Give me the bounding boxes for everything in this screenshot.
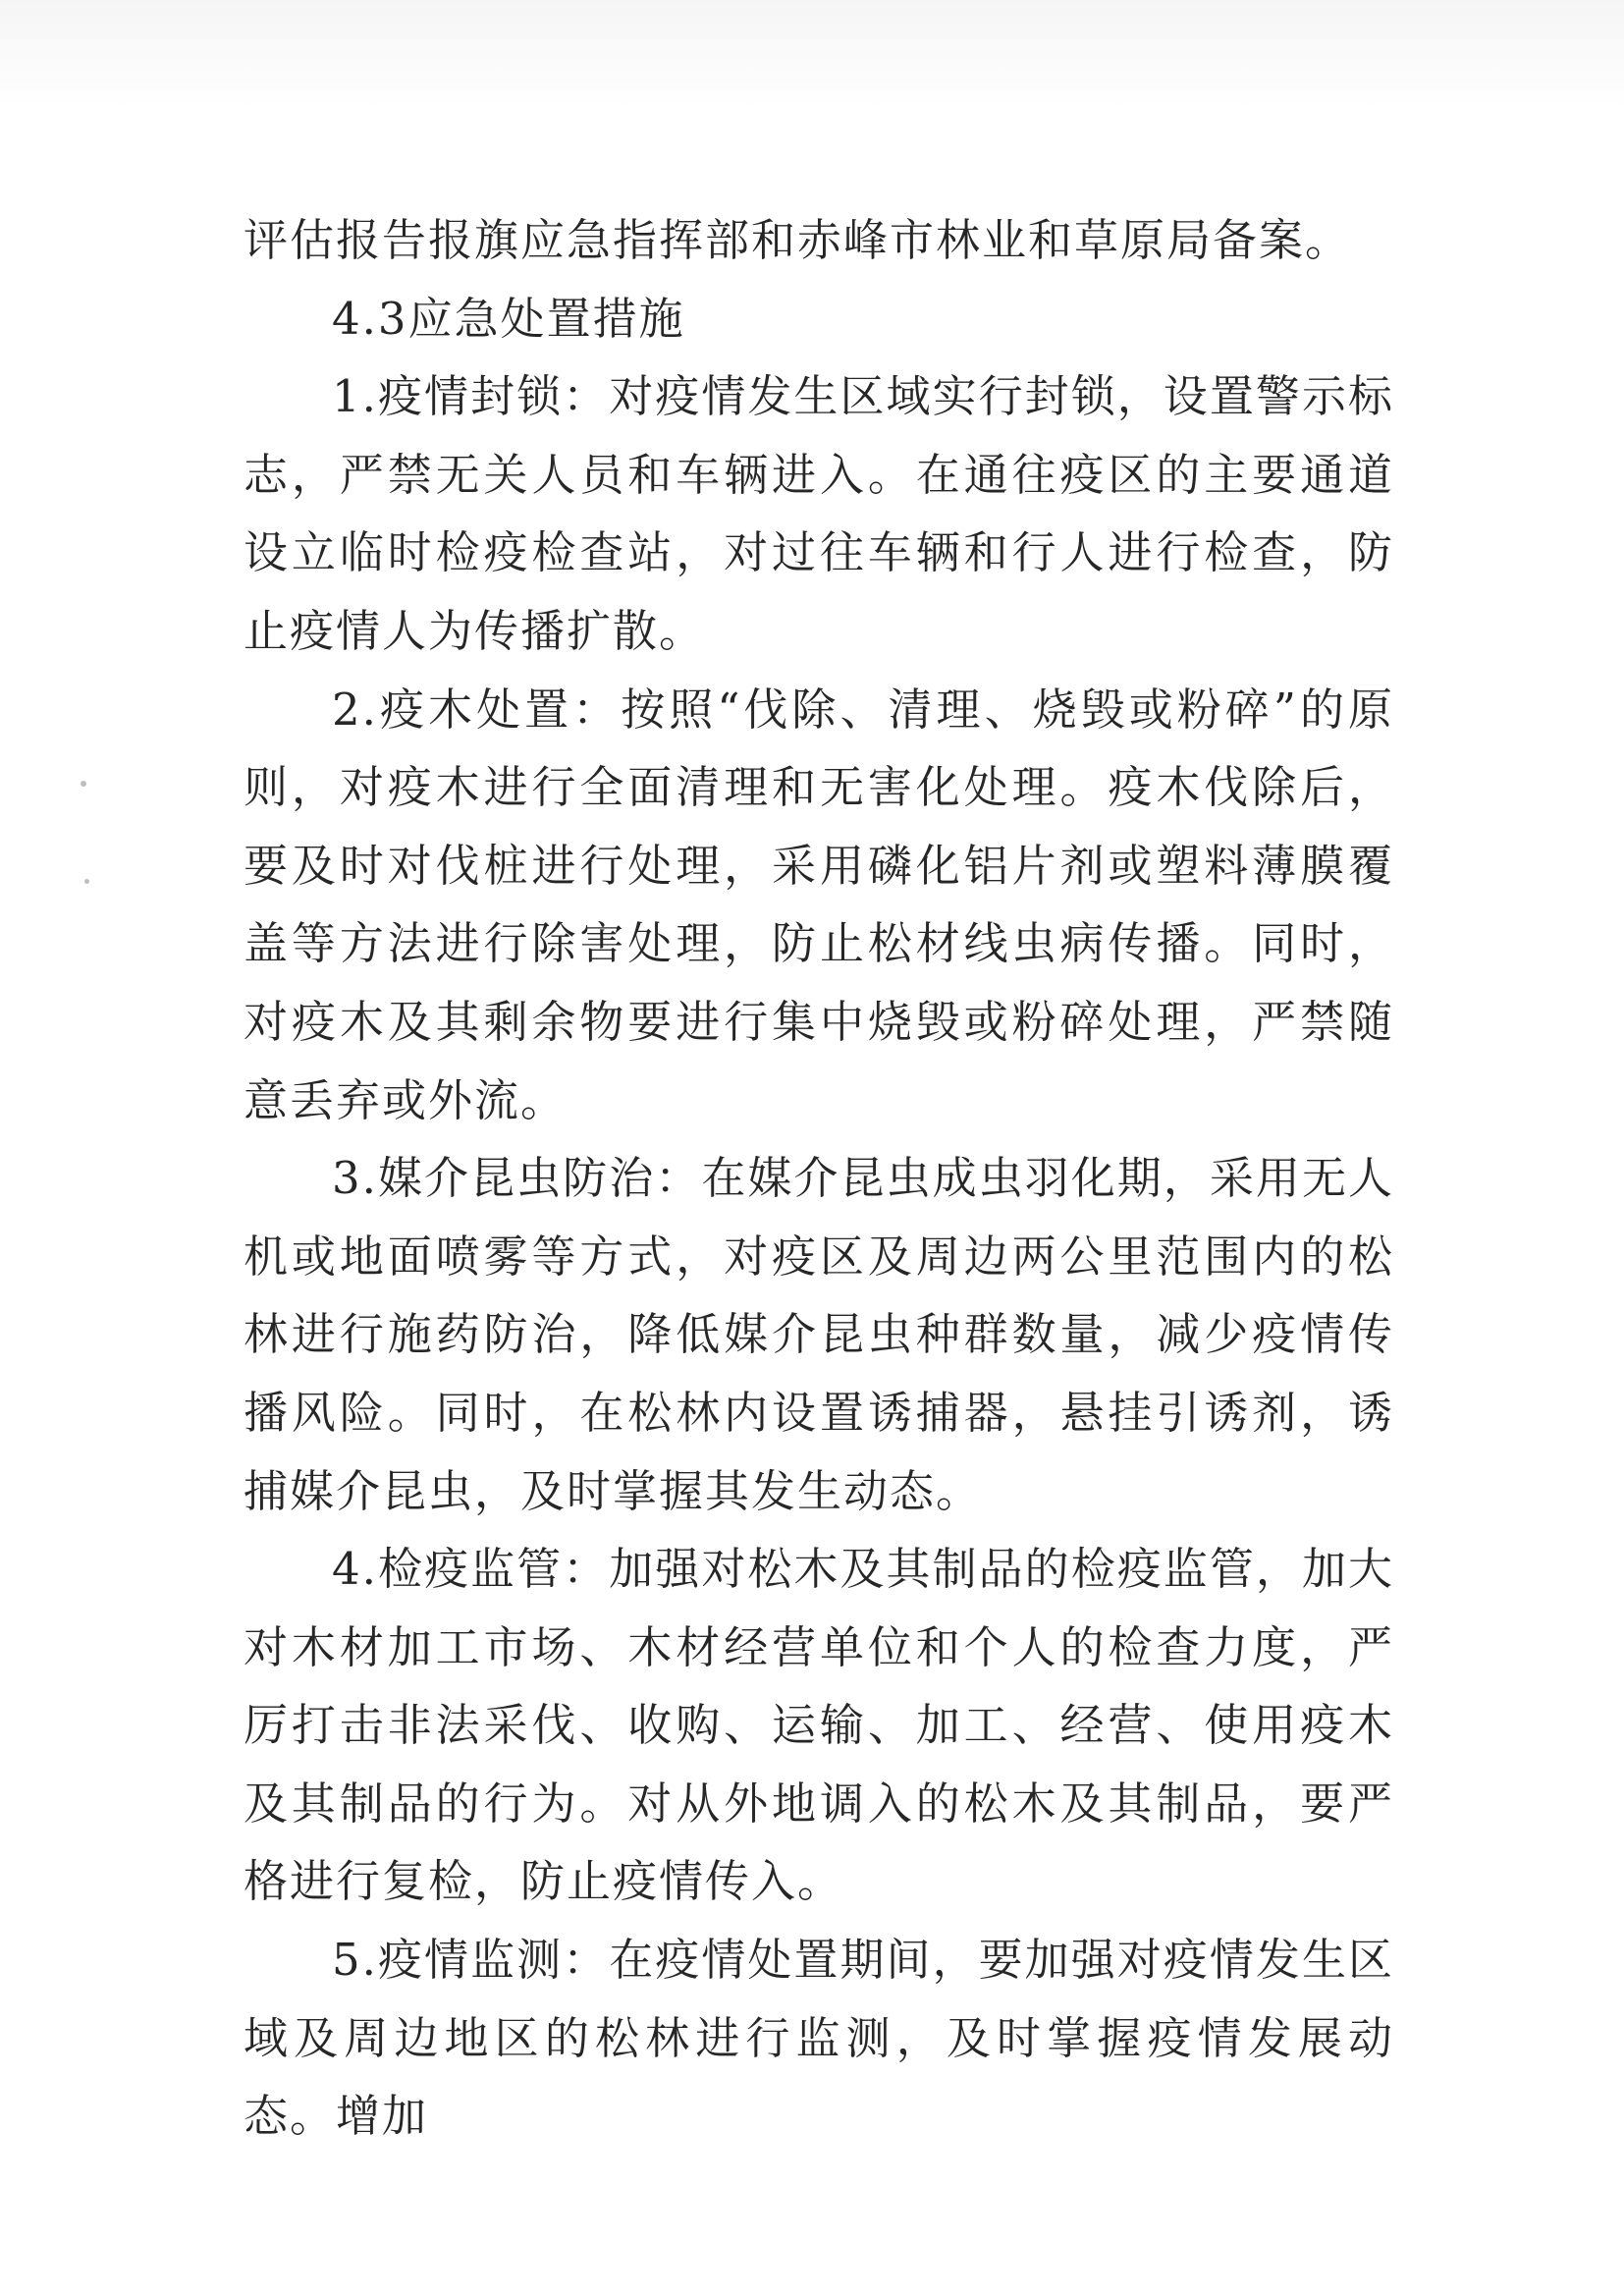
section-heading: 4.3应急处置措施 (332, 292, 685, 345)
paragraph-quarantine-lockdown: 1.疫情封锁：对疫情发生区域实行封锁，设置警示标志，严禁无关人员和车辆进入。在通往疫区的主要通道设立临时检疫检查站，对过往车辆和行人进行检查，防止疫情人为传播扩散。 (244, 370, 1394, 657)
paragraph-infected-wood-disposal: 2.疫木处置：按照“伐除、清理、烧毁或粉碎”的原则，对疫木进行全面清理和无害化处理。疫木伐除后，要及时对伐桩进行处理，采用磷化铝片剂或塑料薄膜覆盖等方法进行除害处理，防止松材线虫病传播。同时，对疫木及其剩余物要进行集中烧毁或粉碎处理，严禁随意丢弃或外流。 (244, 683, 1394, 1126)
scan-speck (84, 879, 89, 884)
document-body (244, 201, 1394, 2156)
continuation-text: 评估报告报旗应急指挥部和赤峰市林业和草原局备案。 (244, 214, 1352, 266)
paragraph-vector-insect-control: 3.媒介昆虫防治：在媒介昆虫成虫羽化期，采用无人机或地面喷雾等方式，对疫区及周边两公里范围内的松林进行施药防治，降低媒介昆虫种群数量，减少疫情传播风险。同时，在松林内设置诱捕器，悬挂引诱剂，诱捕媒介昆虫，及时掌握其发生动态。 (244, 1152, 1394, 1517)
scan-edge-shadow (0, 0, 1624, 108)
scan-speck (81, 781, 86, 787)
paragraph-quarantine-supervision: 4.检疫监管：加强对松木及其制品的检疫监管，加大对木材加工市场、木材经营单位和个人的检查力度，严厉打击非法采伐、收购、运输、加工、经营、使用疫木及其制品的行为。对从外地调入的松木及其制品，要严格进行复检，防止疫情传入。 (244, 1543, 1394, 1908)
paragraph-epidemic-monitoring: 5.疫情监测：在疫情处置期间，要加强对疫情发生区域及周边地区的松林进行监测，及时掌握疫情发展动态。增加 (244, 1934, 1394, 2143)
